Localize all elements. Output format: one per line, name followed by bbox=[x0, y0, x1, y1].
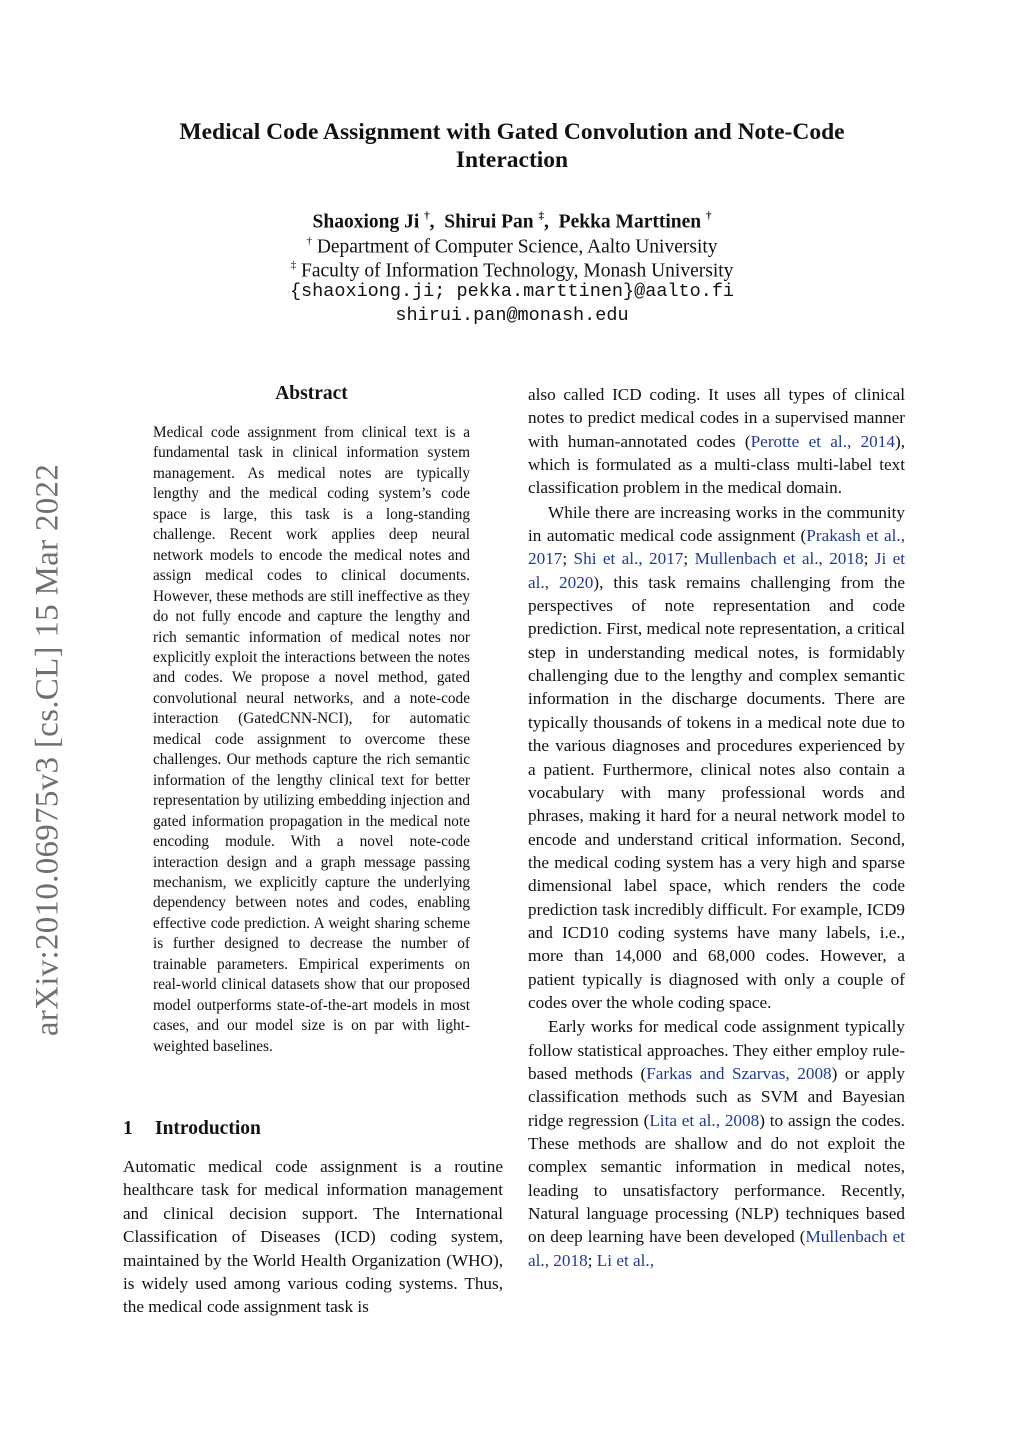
text-run: ), this task remains challenging from the perspectives of note representation and code prediction. First, medical note representation, a critical step in understanding medical notes, is formidably challenging due to the lengthy and complex semantic information in the discharge documents. There are typically thousands of tokens in a medical note due to the various diagnoses and procedures experienced by a patient. Furthermore, clinical notes also contain a vocabulary with many professional words and phrases, making it hard for a neural network model to encode and understand critical information. Second, the medical coding system has a very high and sparse dimensional label space, which renders the code prediction task incredibly difficult. For example, ICD9 and ICD10 coding systems have many labels, i.e., more than 14,000 and 68,000 codes. However, a patient typically is diagnosed with only a couple of codes over the whole coding space. bbox=[528, 572, 905, 1012]
section-heading bbox=[123, 1118, 503, 1140]
abstract-heading: Abstract bbox=[275, 383, 348, 404]
author-3: Pekka Marttinen bbox=[558, 211, 702, 233]
author-1-mark: † bbox=[424, 210, 430, 222]
text-run: ) to assign the codes. These methods are shallow and do not exploit the complex semantic information in medical notes, leading to unsatisfactory performance. Recently, Natural language processing (NLP) techniques based on deep learning have been developed ( bbox=[528, 1110, 905, 1247]
citation-link[interactable]: Prakash et al., 2017 bbox=[528, 526, 905, 569]
affiliation-2-text: Faculty of Information Technology, Monash University bbox=[300, 260, 734, 282]
affiliation-1-text: Department of Computer Science, Aalto University bbox=[316, 236, 718, 258]
paragraph-3 bbox=[528, 1015, 905, 1272]
citation-link[interactable]: Mullenbach et al., 2018 bbox=[694, 549, 864, 569]
section-number: 1 bbox=[123, 1118, 133, 1139]
text-run: While there are increasing works in the community in automatic medical code assignment ( bbox=[528, 502, 905, 546]
citation-link[interactable]: Farkas and Szarvas, 2008 bbox=[646, 1063, 832, 1083]
title-line-2: Interaction bbox=[455, 147, 569, 173]
author-1: Shaoxiong Ji bbox=[312, 211, 420, 233]
text-run: ; bbox=[587, 1250, 597, 1270]
arxiv-side-stamp bbox=[18, 450, 78, 1050]
text-run: Early works for medical code assignment typically follow statistical approaches. They either employ rule-based methods ( bbox=[528, 1017, 905, 1083]
text-run: ; bbox=[562, 549, 574, 569]
citation-link[interactable]: Lita et al., 2008 bbox=[649, 1110, 760, 1130]
text-run: also called ICD coding. It uses all types of clinical notes to predict medical codes in a supervised manner with human-annotated codes ( bbox=[528, 385, 905, 451]
text-run: ; bbox=[863, 549, 875, 569]
affiliation-2-mark: ‡ bbox=[290, 259, 297, 271]
paper-title bbox=[120, 118, 904, 174]
citation-link[interactable]: Li et al., bbox=[596, 1250, 655, 1270]
text-run: ; bbox=[683, 549, 695, 569]
author-2: Shirui Pan bbox=[444, 211, 534, 233]
paragraph-1 bbox=[528, 383, 905, 500]
citation-link[interactable]: Shi et al., 2017 bbox=[573, 549, 684, 569]
text-run: ) or apply classification methods such as SVM and Bayesian ridge regression ( bbox=[528, 1063, 905, 1130]
email-line-2: shirui.pan@monash.edu bbox=[395, 305, 629, 326]
author-3-mark: † bbox=[706, 210, 712, 222]
abstract-body: Medical code assignment from clinical text is a fundamental task in clinical information system management. As medical notes are typically lengthy and the medical coding system’s code space is large, this task is a long-standing challenge. Recent work applies deep neural network models to encode the medical notes and assign medical codes to clinical documents. However, these methods are still ineffective as they do not fully encode and capture the lengthy and rich semantic information of medical notes nor explicitly exploit the interactions between the notes and codes. We propose a novel method, gated convolutional neural networks, and a note-code interaction (GatedCNN-NCI), for automatic medical code assignment to overcome these challenges. Our methods capture the rich semantic information of the lengthy clinical text for better representation by utilizing embedding injection and gated information propagation in the medical note encoding module. With a novel note-code interaction design and a graph message passing mechanism, we explicitly capture the underlying dependency between notes and codes, enabling effective code prediction. A weight sharing scheme is further designed to decrease the number of trainable parameters. Empirical experiments on real-world clinical datasets show that our proposed model outperforms state-of-the-art models in most cases, and our model size is on par with light-weighted baselines. bbox=[153, 424, 470, 1055]
text-run: ), which is formulated as a multi-class multi-label text classification problem in the medical domain. bbox=[528, 431, 905, 498]
section-title: Introduction bbox=[155, 1118, 261, 1139]
affiliation-1-mark: † bbox=[306, 235, 312, 247]
citation-link[interactable]: Mullenbach et al., 2018 bbox=[528, 1227, 905, 1270]
author-list: Shaoxiong Ji †, Shirui Pan ‡, Pekka Marttinen † bbox=[312, 210, 712, 233]
arxiv-identifier: arXiv:2010.06975v3 [cs.CL] 15 Mar 2022 bbox=[29, 463, 66, 1037]
title-line-1: Medical Code Assignment with Gated Convolution and Note-Code bbox=[179, 119, 845, 145]
email-line-1: {shaoxiong.ji; pekka.marttinen}@aalto.fi bbox=[289, 281, 735, 302]
right-column bbox=[528, 383, 905, 1272]
citation-link[interactable]: Ji et al., 2020 bbox=[528, 549, 906, 592]
author-2-mark: ‡ bbox=[538, 210, 545, 222]
citation-link[interactable]: Perotte et al., 2014 bbox=[750, 431, 895, 451]
intro-paragraph: Automatic medical code assignment is a routine healthcare task for medical information management and clinical decision support. The International Classification of Diseases (ICD) coding system, maintained by the World Health Organization (WHO), is widely used among various coding systems. Thus, the medical code assignment task is bbox=[123, 1157, 503, 1317]
paragraph-2 bbox=[528, 501, 905, 1015]
